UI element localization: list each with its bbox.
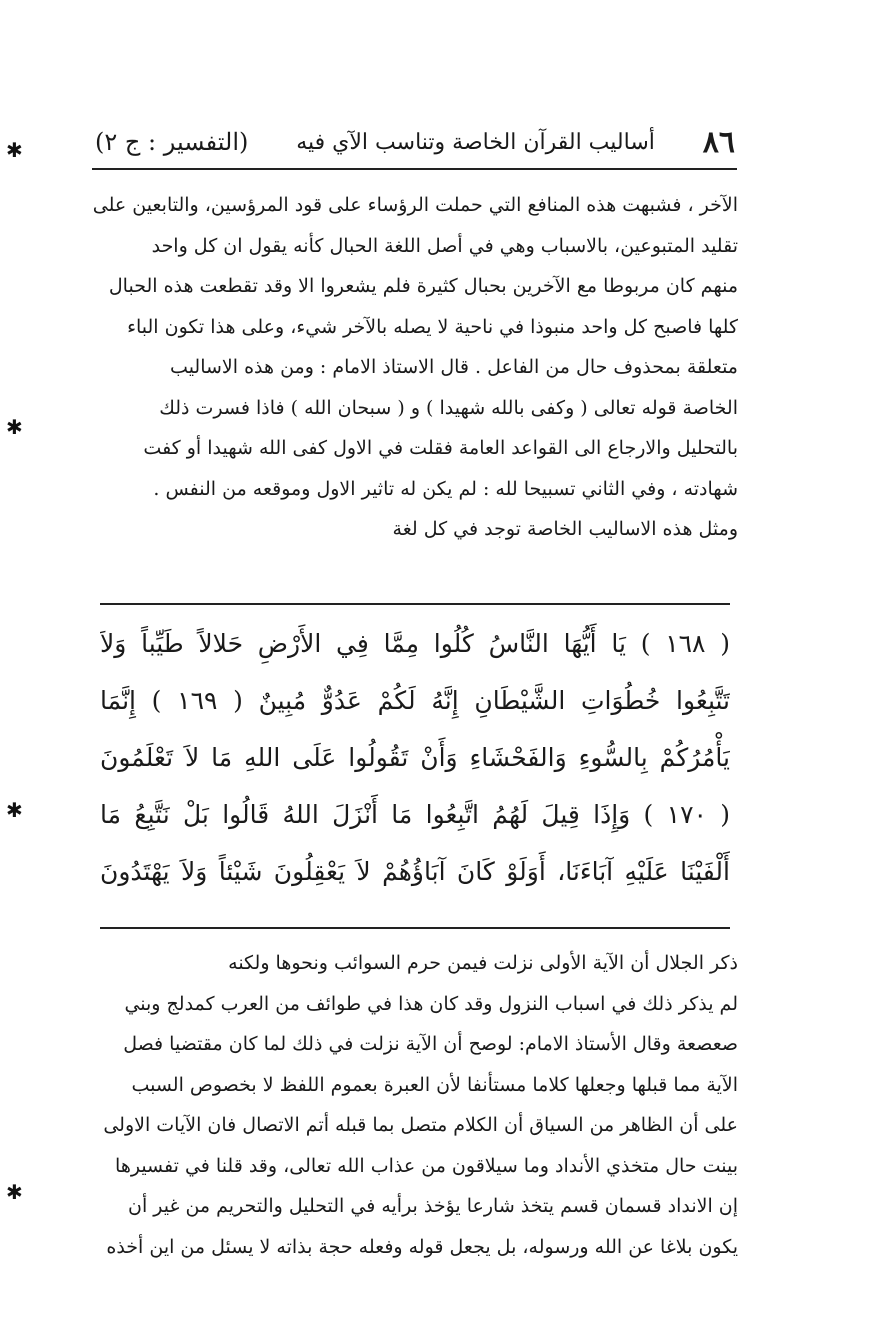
text-line: تقليد المتبوعين، بالاسباب وهي في أصل اللغة الحبال كأنه يقول ان كل واحد [151,234,738,257]
verse-top-rule [100,603,730,605]
running-title: أساليب القرآن الخاصة وتناسب الآي فيه [296,129,655,155]
text-line: منهم كان مربوطا مع الآخرين بحبال كثيرة فلم يشعروا الا وقد تقطعت هذه الحبال [108,275,738,297]
margin-mark-icon: ✱ [6,138,23,162]
text-line: الآخر ، فشبهت هذه المنافع التي حملت الرؤساء على قود المرؤسين، والتابعين على [92,194,738,216]
verse-line: يَأْمُرُكُمْ بِالسُّوءِ وَالفَحْشَاءِ وَأَنْ تَقُولُوا عَلَى اللهِ مَا لاَ تَعْلَمُونَ [100,743,730,772]
text-line: الآية مما قبلها وجعلها كلاما مستأنفا لأن العبرة بعموم اللفظ لا بخصوص السبب [131,1073,738,1096]
quran-verses [100,615,730,900]
text-line: على أن الظاهر من السياق أن الكلام متصل بما قبله أتم الاتصال فان الآيات الاولى [103,1114,738,1136]
running-header [95,120,735,164]
text-line: الخاصة قوله تعالى ( وكفى بالله شهيدا ) و ( سبحان الله ) فاذا فسرت ذلك [159,396,738,419]
text-line: ذكر الجلال أن الآية الأولى نزلت فيمن حرم السوائب ونحوها ولكنه [228,952,738,974]
margin-mark-icon: ✱ [6,1180,23,1204]
text-line: بينت حال متخذي الأنداد وما سيلاقون من عذاب الله تعالى، وقد قلنا في تفسيرها [115,1154,738,1177]
text-line: ومثل هذه الاساليب الخاصة توجد في كل لغة [392,518,738,540]
series-label: (التفسير : ج ٢) [95,128,249,156]
commentary-bottom [84,943,738,1267]
text-line: لم يذكر ذلك في اسباب النزول وقد كان هذا في طوائف من العرب كمدلج وبني [124,992,738,1015]
verse-bottom-rule [100,927,730,929]
margin-mark-icon: ✱ [6,415,23,439]
verse-line: ( ١٧٠ ) وَإِذَا قِيلَ لَهُمُ اتَّبِعُوا مَا أَنْزَلَ اللهُ قَالُوا بَلْ نَتَّبِعُ مَا [100,800,730,829]
text-line: بالتحليل والارجاع الى القواعد العامة فقلت في الاول كفى الله شهيدا أو كفت [143,437,738,459]
header-rule [92,168,737,170]
text-line: يكون بلاغا عن الله ورسوله، بل يجعل قوله وفعله حجة بذاته لا يسئل من اين أخذه [106,1235,738,1258]
text-line: شهادته ، وفي الثاني تسبيحا لله : لم يكن له تاثير الاول وموقعه من النفس . [153,477,738,500]
margin-mark-icon: ✱ [6,798,23,822]
page-number: ٨٦ [702,124,735,160]
commentary-top [84,185,738,550]
text-line: متعلقة بمحذوف حال من الفاعل . قال الاستاذ الامام : ومن هذه الاساليب [170,356,738,378]
verse-line: أَلْفَيْنَا عَلَيْهِ آبَاءَنَا، أَوَلَوْ كَانَ آبَاؤُهُمْ لاَ يَعْقِلُونَ شَيْئاً وَلاَ يَهْتَدُونَ [100,857,730,886]
text-line: إن الانداد قسمان قسم يتخذ شارعا يؤخذ برأيه في التحليل والتحريم من غير أن [128,1195,738,1217]
verse-line: تَتَّبِعُوا خُطُوَاتِ الشَّيْطَانِ إِنَّهُ لَكُمْ عَدُوٌّ مُبِينٌ ( ١٦٩ ) إِنَّمَا [100,686,730,715]
text-line: صعصعة وقال الأستاذ الامام: لوصح أن الآية نزلت في ذلك لما كان مقتضيا فصل [123,1033,738,1055]
text-line: كلها فاصبح كل واحد منبوذا في ناحية لا يصله بالآخر شيء، وعلى هذا تكون الباء [127,315,738,338]
verse-line: ( ١٦٨ ) يَا أَيُّهَا النَّاسُ كُلُوا مِمَّا فِي الأَرْضِ حَلالاً طَيِّباً وَلاَ [100,629,730,658]
